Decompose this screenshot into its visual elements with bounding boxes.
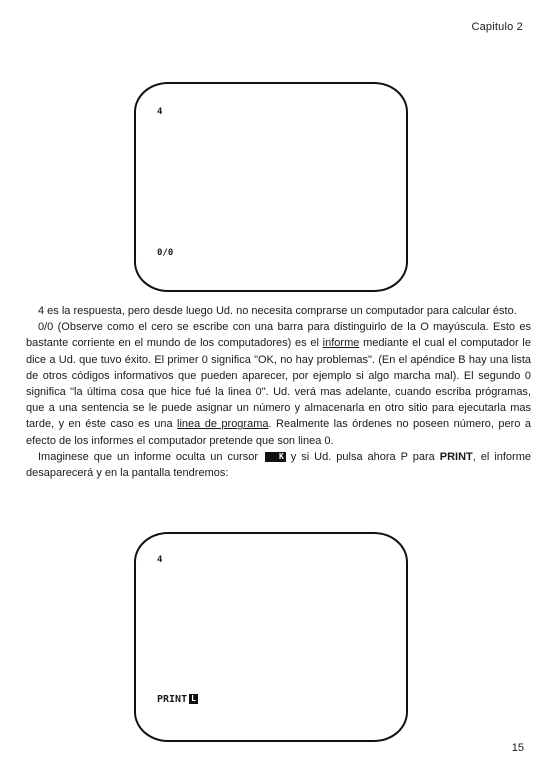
screen-status-report: 0/0 [157,248,174,258]
page-number: 15 [511,742,524,754]
tv-screen-1 [134,82,408,292]
tv-screen-2 [134,532,408,742]
body-text [26,303,531,481]
term-informe: informe [322,337,360,350]
print-keyword: PRINT [439,450,473,463]
paragraph-3: Imaginese que un informe oculta un cursor K y si Ud. pulsa ahora P para PRINT, el informe desaparecerá y en la pantalla tendremos: [26,450,531,480]
l-cursor-icon: L [191,694,196,703]
screen-command-line [157,694,198,705]
screen-result: 4 [157,107,163,117]
print-command: PRINT [157,694,188,705]
paragraph-2: 0/0 (Observe como el cero se escribe con una barra para distinguirlo de la O mayúscula. Esto es bastante corriente en el mundo de los computadores) es el informe mediante el cual el computador le dice a Ud. que tuvo éxito. El primer 0 significa "OK, no hay problemas". (En el apéndice B hay una lista de otros códigos informativos que pueden aparecer, por ejemplo si algo marcha mal). El segundo 0 significa "la última cosa que hice fué la linea 0". Ud. verá mas adelante, cuando escriba prógramas, que a una sentencia se le puede asignar un número y almacenarla en otro sitio para ejecutarla mas tarde, y en éste caso es una linea de programa. Realmente las órdenes no poseen número, pero a efecto de los informes el computador pretende que son linea 0. [26,321,531,447]
k-cursor-icon: K [265,452,286,462]
term-linea-de-programa: linea de programa [177,418,269,431]
chapter-header: Capitulo 2 [471,21,523,33]
screen-result: 4 [157,555,163,565]
paragraph-1: 4 es la respuesta, pero desde luego Ud. no necesita comprarse un computador para calcular ésto. [38,305,517,317]
